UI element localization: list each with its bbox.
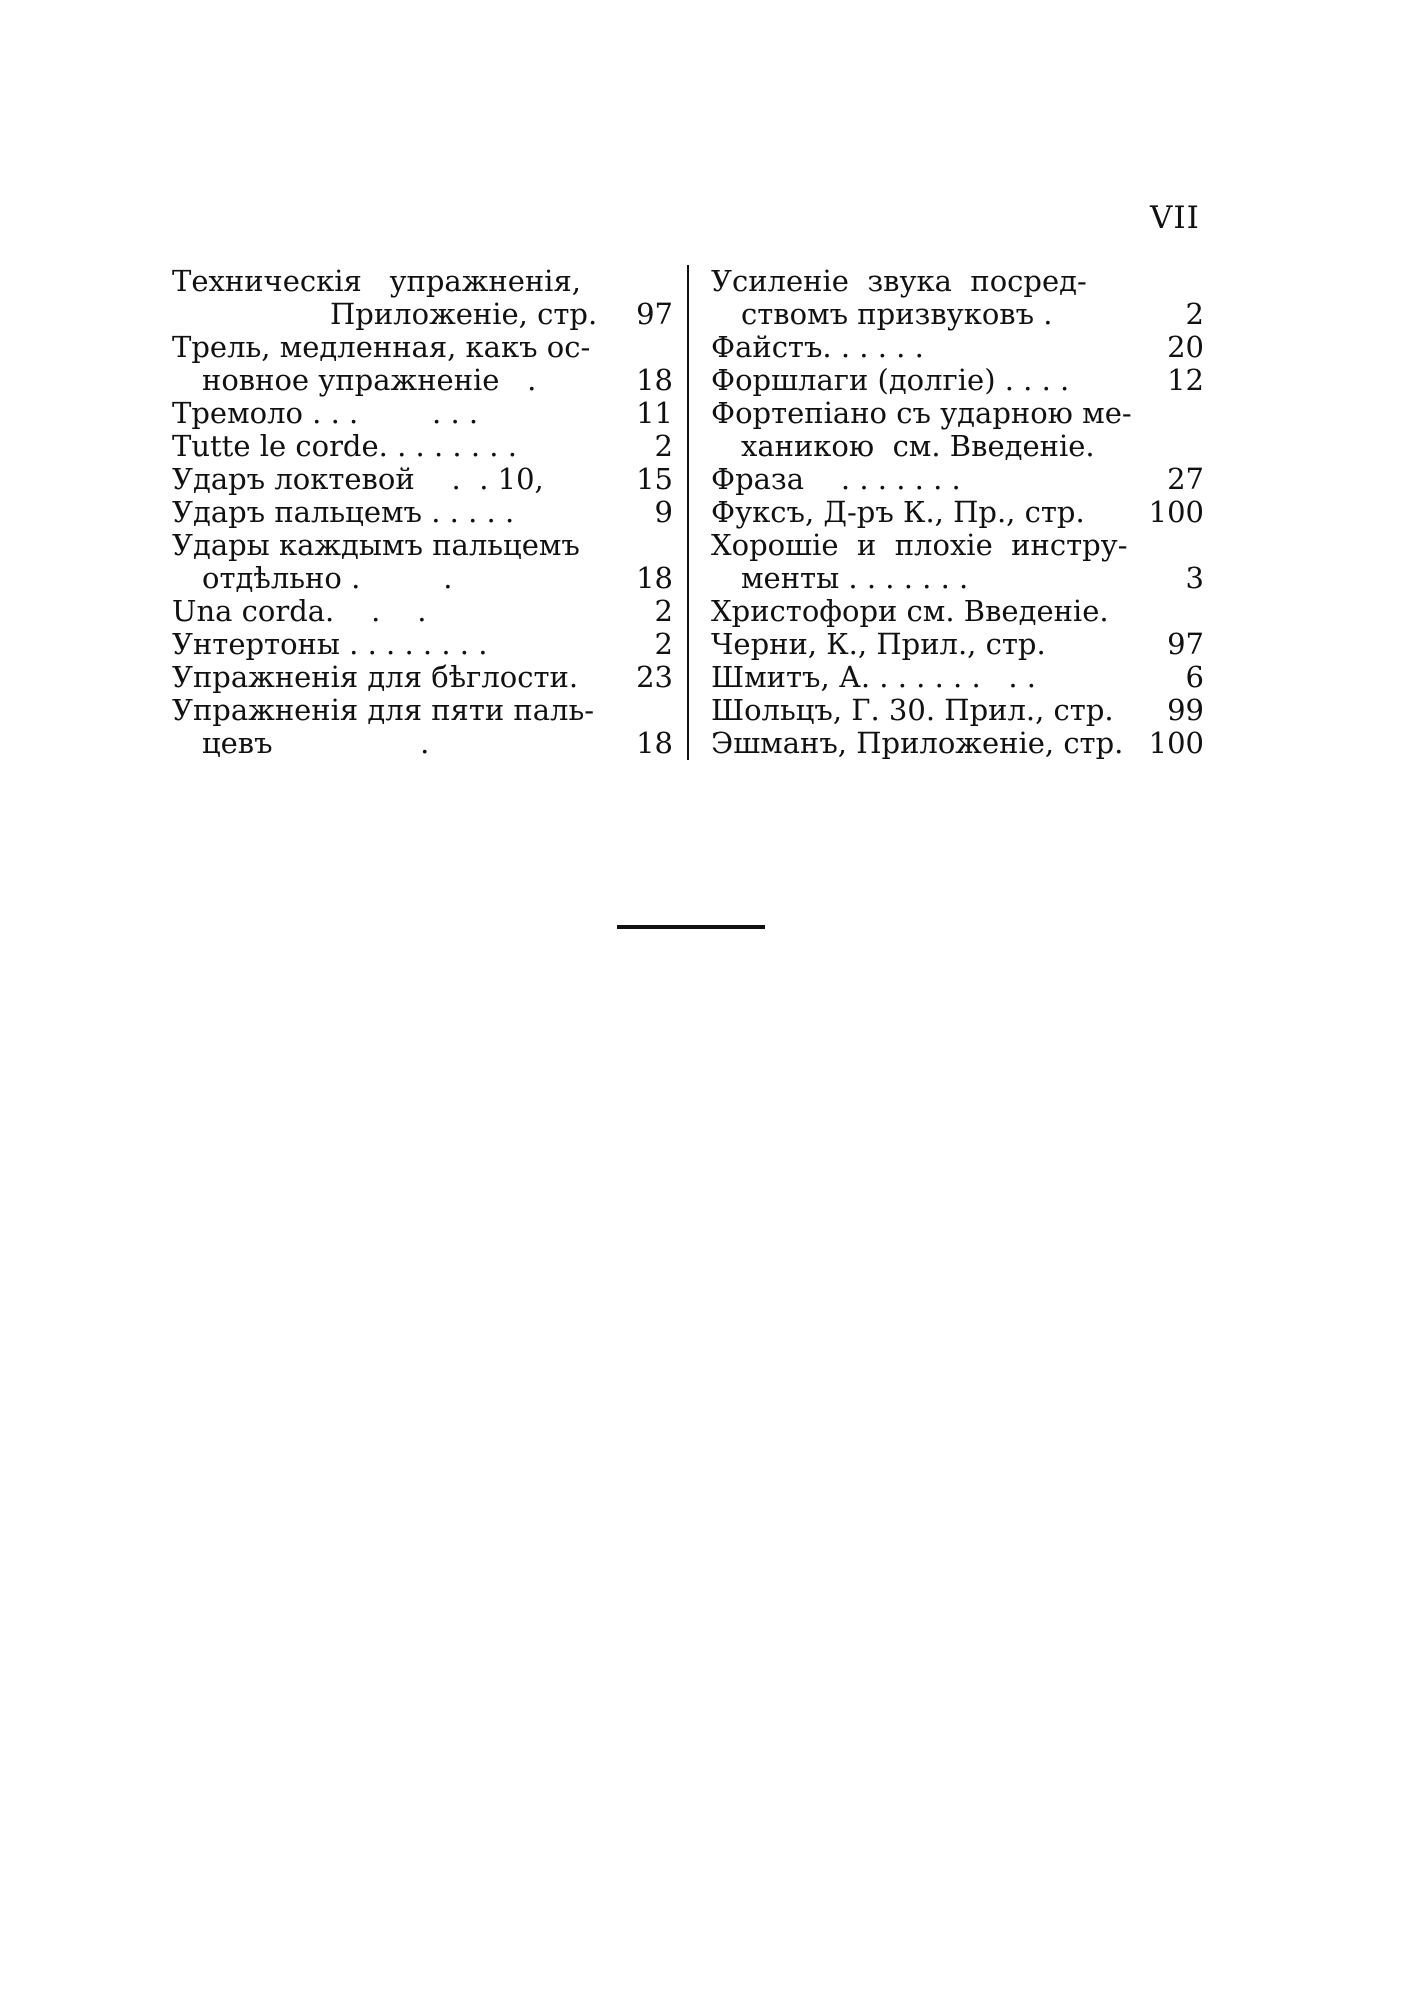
index-entry-page: 11: [636, 396, 673, 430]
index-entry: [172, 265, 673, 331]
index-entry-page: 20: [1167, 330, 1204, 364]
index-entry: [711, 364, 1204, 397]
index-entry-page: 18: [636, 561, 673, 595]
index-entry-line: [172, 595, 673, 628]
index-entry-text: Приложеніе, стр.: [330, 298, 598, 331]
index-entry-line: [172, 562, 673, 595]
index-entry-page: 97: [636, 297, 673, 331]
index-entry-line: [711, 364, 1204, 397]
index-entry: [711, 331, 1204, 364]
index-entry-page: 2: [654, 627, 673, 661]
index-entry: [172, 595, 673, 628]
index-entry-line: [172, 694, 673, 727]
index-entry-line: [172, 727, 673, 760]
index-entry: [172, 496, 673, 529]
index-entry: [172, 430, 673, 463]
index-entry-line: [172, 265, 673, 298]
index-entry-line: [711, 298, 1204, 331]
index-entry-page: 2: [654, 594, 673, 628]
index-entry-text: Хорошіе и плохіе инстру-: [711, 529, 1128, 562]
index-entry: [711, 595, 1204, 628]
index-entry-page: 23: [636, 660, 673, 694]
index-entry-text: Эшманъ, Приложеніе, стр.: [711, 727, 1124, 760]
index-entry-line: [711, 727, 1204, 760]
index-entry-page: 100: [1148, 495, 1204, 529]
end-rule: [617, 925, 765, 929]
index-entry-line: [711, 430, 1204, 463]
index-entry-line: [711, 628, 1204, 661]
index-entry-text: Файстъ. . . . . .: [711, 331, 924, 364]
index-entry-text: ханикою см. Введеніе.: [741, 430, 1095, 463]
index-entry-text: Форшлаги (долгіе) . . . .: [711, 364, 1070, 397]
index-entry-line: [172, 529, 673, 562]
index-entry: [172, 331, 673, 397]
index-entry: [711, 727, 1204, 760]
index-entry-text: Фуксъ, Д-ръ К., Пр., стр.: [711, 496, 1085, 529]
index-entry: [711, 661, 1204, 694]
index-entry-page: 100: [1148, 726, 1204, 760]
index-entry-line: [711, 595, 1204, 628]
index-columns: [172, 265, 1204, 760]
index-entry: [172, 397, 673, 430]
index-entry-text: отдѣльно . .: [202, 562, 453, 595]
index-entry-text: Шмитъ, А. . . . . . . . .: [711, 661, 1037, 694]
index-entry: [711, 628, 1204, 661]
index-entry: [711, 265, 1204, 331]
index-entry-page: 2: [1185, 297, 1204, 331]
index-entry-text: цевъ .: [202, 727, 430, 760]
index-entry-text: Христофори см. Введеніе.: [711, 595, 1109, 628]
index-entry-line: [711, 661, 1204, 694]
index-entry-text: Шольцъ, Г. 30. Прил., стр.: [711, 694, 1114, 727]
index-entry: [711, 463, 1204, 496]
index-entry-page: 9: [654, 495, 673, 529]
index-entry-page: 6: [1185, 660, 1204, 694]
right-index-column: [687, 265, 1204, 760]
index-entry-page: 12: [1167, 363, 1204, 397]
index-entry-text: Фортепіано съ ударною ме-: [711, 397, 1132, 430]
index-entry-line: [172, 463, 673, 496]
index-entry-line: [172, 331, 673, 364]
index-entry-page: 15: [636, 462, 673, 496]
index-entry-line: [172, 628, 673, 661]
index-entry-text: Ударъ пальцемъ . . . . .: [172, 496, 515, 529]
index-entry-text: Ударъ локтевой . . 10,: [172, 463, 544, 496]
index-entry-line: [711, 265, 1204, 298]
index-entry-line: [711, 496, 1204, 529]
index-entry: [711, 496, 1204, 529]
index-entry-line: [711, 562, 1204, 595]
index-entry-text: новное упражненіе .: [202, 364, 537, 397]
index-entry: [172, 628, 673, 661]
index-entry-page: 18: [636, 363, 673, 397]
index-entry-text: Упражненія для бѣглости.: [172, 661, 579, 694]
index-entry-text: Фраза . . . . . . .: [711, 463, 961, 496]
index-entry-page: 99: [1167, 693, 1204, 727]
index-entry-line: [711, 397, 1204, 430]
index-entry-text: Удары каждымъ пальцемъ: [172, 529, 580, 562]
index-entry-line: [711, 463, 1204, 496]
index-entry-line: [172, 496, 673, 529]
index-entry-page: 18: [636, 726, 673, 760]
page-number: VII: [1150, 200, 1200, 236]
index-entry-text: Трель, медленная, какъ ос-: [172, 331, 591, 364]
index-entry-text: менты . . . . . . .: [741, 562, 969, 595]
index-entry-line: [172, 430, 673, 463]
index-entry: [172, 661, 673, 694]
index-entry-text: ствомъ призвуковъ .: [741, 298, 1053, 331]
index-entry: [711, 397, 1204, 463]
index-entry-text: Черни, К., Прил., стр.: [711, 628, 1046, 661]
index-entry-text: Упражненія для пяти паль-: [172, 694, 595, 727]
index-entry-page: 3: [1185, 561, 1204, 595]
index-entry-text: Una corda. . .: [172, 595, 427, 628]
index-entry-line: [172, 364, 673, 397]
index-entry: [172, 463, 673, 496]
index-entry-page: 2: [654, 429, 673, 463]
index-entry-line: [711, 331, 1204, 364]
index-entry: [172, 529, 673, 595]
index-entry-text: Унтертоны . . . . . . . .: [172, 628, 488, 661]
left-index-column: [172, 265, 687, 760]
index-entry-page: 97: [1167, 627, 1204, 661]
index-entry-line: [172, 298, 673, 331]
index-entry-text: Техническія упражненія,: [172, 265, 581, 298]
index-entry-line: [711, 694, 1204, 727]
index-entry-page: 27: [1167, 462, 1204, 496]
index-entry-text: Тремоло . . . . . .: [172, 397, 479, 430]
index-entry-text: Усиленіе звука посред-: [711, 265, 1087, 298]
index-entry: [711, 529, 1204, 595]
index-entry-text: Tutte le corde. . . . . . . .: [172, 430, 517, 463]
index-entry-line: [711, 529, 1204, 562]
index-entry-line: [172, 661, 673, 694]
index-entry-line: [172, 397, 673, 430]
index-entry: [711, 694, 1204, 727]
index-entry: [172, 694, 673, 760]
